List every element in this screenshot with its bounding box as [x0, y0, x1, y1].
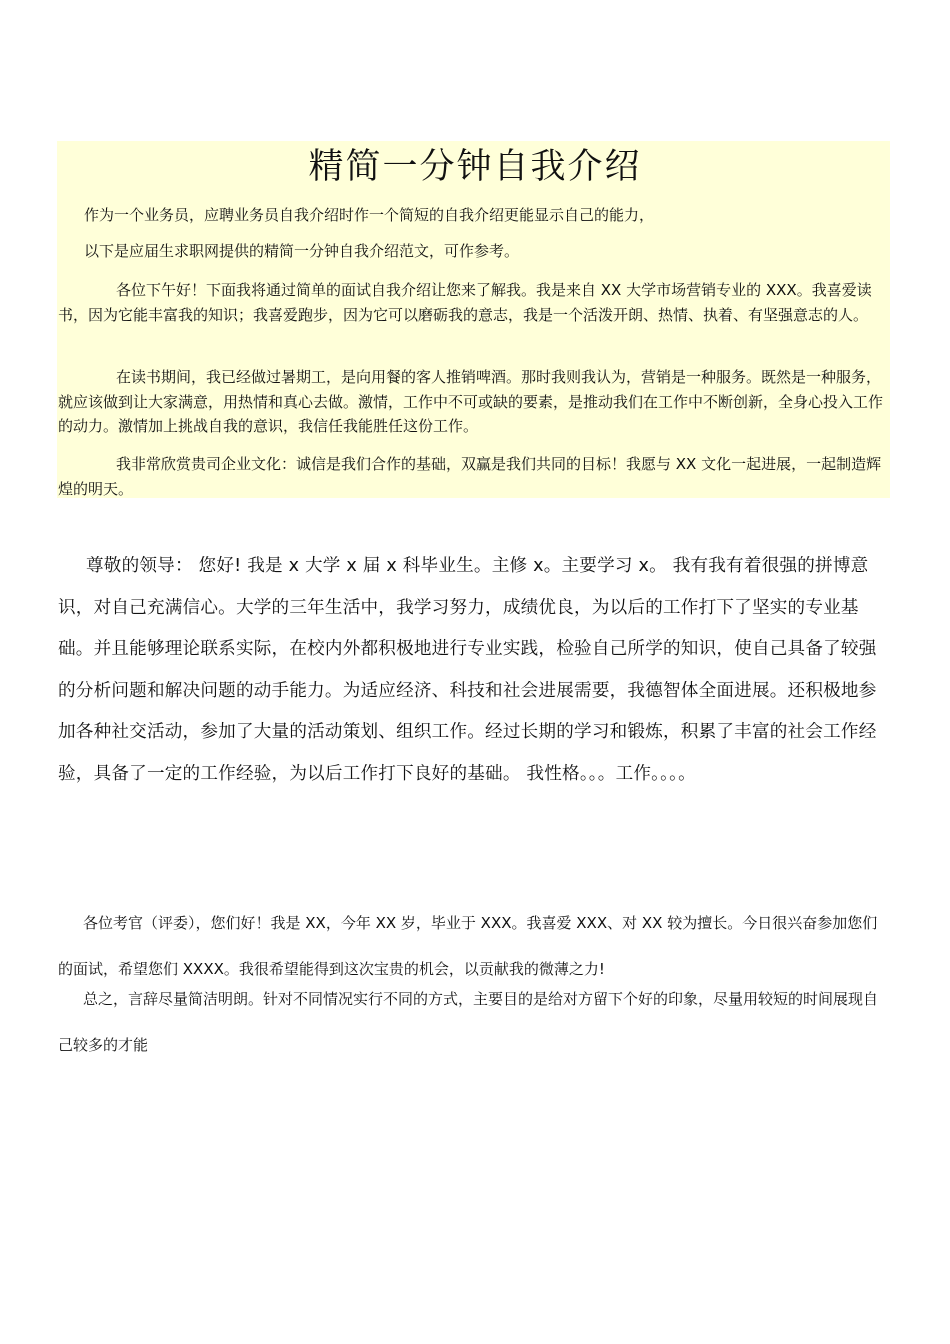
leader-letter-paragraph: 尊敬的领导： 您好! 我是 x 大学 x 届 x 科毕业生。主修 x。主要学习 x。 我有我有着很强的拼博意识，对自己充满信心。大学的三年生活中，我学习努力，成绩优良，为以后的工作打下了坚实的专业基础。并且能够理论联系实际，在校内外都积极地进行专业实践，检验自己所学的知识，使自己具备了较强的分析问题和解决问题的动手能力。为适应经济、科技和社会进展需要，我德智体全面进展。还积极地参加各种社交活动，参加了大量的活动策划、组织工作。经过长期的学习和锻炼，积累了丰富的社会工作经验，具备了一定的工作经验，为以后工作打下良好的基础。 我性格。。。工作。。。。 [58, 556, 877, 784]
sample-paragraph-1: 各位下午好！下面我将通过简单的面试自我介绍让您来了解我。我是来自 XX 大学市场营销专业的 XXX。我喜爱读书，因为它能丰富我的知识；我喜爱跑步，因为它可以磨砺我的意志，我是一个活泼开朗、热情、执着、有坚强意志的人。 [58, 281, 872, 324]
intro-line-1: 作为一个业务员，应聘业务员自我介绍时作一个简短的自我介绍更能显示自己的能力， [84, 206, 655, 224]
intro-line-2: 以下是应届生求职网提供的精简一分钟自我介绍范文，可作参考。 [84, 242, 520, 260]
sample-paragraph-3: 我非常欣赏贵司企业文化：诚信是我们合作的基础，双赢是我们共同的目标！我愿与 XX 文化一起进展，一起制造辉煌的明天。 [58, 455, 882, 498]
examiner-paragraph: 各位考官（评委），您们好！我是 XX，今年 XX 岁，毕业于 XXX。我喜爱 XXX、对 XX 较为擅长。今日很兴奋参加您们的面试，希望您们 XXXX。我很希望能得到这次宝贵的机会，以贡献我的微薄之力! [58, 914, 878, 978]
page-title: 精简一分钟自我介绍 [308, 147, 642, 187]
summary-paragraph: 总之，言辞尽量简洁明朗。针对不同情况实行不同的方式，主要目的是给对方留下个好的印象，尽量用较短的时间展现自己较多的才能 [58, 990, 879, 1054]
sample-paragraph-2: 在读书期间，我已经做过暑期工，是向用餐的客人推销啤酒。那时我则我认为，营销是一种服务。既然是一种服务，就应该做到让大家满意，用热情和真心去做。激情，工作中不可或缺的要素，是推动我们在工作中不断创新，全身心投入工作的动力。激情加上挑战自我的意识，我信任我能胜任这份工作。 [58, 368, 884, 435]
